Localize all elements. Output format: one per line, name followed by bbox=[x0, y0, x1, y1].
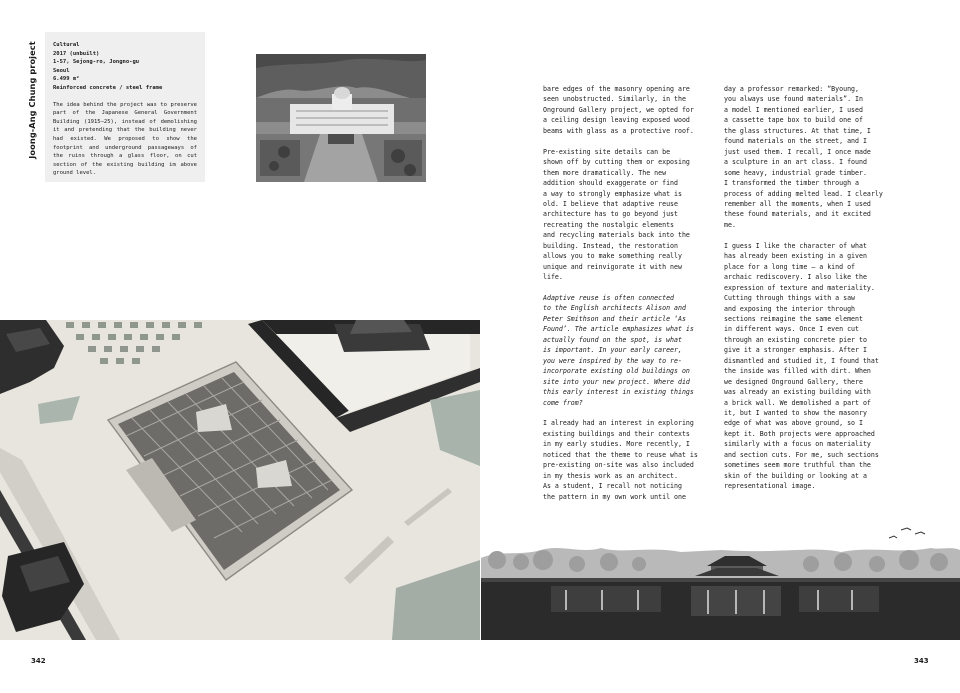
project-description: The idea behind the project was to preserve part of the Japanese General Government Building (1915–25), instead of demolishing it and pretending that the building never had existed. We proposed to show the footprint and underground passageways of the ruins through a glass floor, on cut section of the existing building im above ground level. bbox=[53, 101, 197, 177]
page-number-left: 342 bbox=[31, 657, 46, 665]
section-drawing-image bbox=[481, 520, 960, 640]
project-name: Joong-Ang Chung project bbox=[27, 41, 37, 159]
aerial-photo-image bbox=[256, 54, 426, 182]
section-drawing bbox=[481, 520, 960, 640]
meta-year: 2017 (unbuilt) bbox=[53, 50, 100, 57]
project-info-card bbox=[45, 32, 205, 182]
paragraph: I guess I like the character of what has already been existing in a given place for a long time — a kind of archaic rediscovery. I also like the expression of texture and materiality. Cutting through things with a saw and exposing the interior through sections reimagine the same element in different ways. Once I even cut through an existing concrete pier to give it a stronger emphasis. After I dismantled and studied it, I found that the inside was filled with dirt. When we designed Onground Gallery, there was already an existing building with a brick wall. We demolished a part of it, but I wanted to show the masonry edge of what was above ground, so I kept it. Both projects were approached similarly with a focus on materiality and section cuts. For me, such sections sometimes seem more truthful than the skin of the building or looking at a representational image. bbox=[724, 241, 879, 491]
site-model-image bbox=[0, 320, 480, 640]
paragraph: I already had an interest in exploring existing buildings and their contexts in my early studies. More recently, I noticed that the theme to reuse what is pre-existing on-site was also included in my thesis work as an architect. As a student, I recall not noticing the pattern in my own work until one bbox=[543, 419, 698, 501]
paragraph: bare edges of the masonry opening are seen unobstructed. Similarly, in the Onground Gallery project, we opted for a ceiling design leaving exposed wood beams with glass as a protective roof. bbox=[543, 85, 694, 135]
page-number-right: 343 bbox=[914, 657, 929, 665]
project-vertical-label bbox=[22, 40, 42, 160]
aerial-photo bbox=[256, 54, 426, 182]
project-meta bbox=[53, 41, 197, 93]
text-column-left bbox=[543, 84, 711, 513]
meta-area: 6.499 m² bbox=[53, 76, 80, 83]
paragraph: day a professor remarked: “Byoung, you always use found materials”. In a model I mentioned earlier, I used a cassette tape box to build one of the glass structures. At that time, I found materials on the street, and I just used them. I recall, I once made a sculpture in an art class. I found some heavy, industrial grade timber. I transformed the timber through a process of adding melted lead. I clearly remember all the moments, when I used these found materials, and it excited me. bbox=[724, 85, 883, 229]
meta-category: Cultural bbox=[53, 42, 80, 48]
meta-city: Seoul bbox=[53, 67, 70, 74]
site-model-render bbox=[0, 320, 480, 640]
text-column-right bbox=[724, 84, 892, 502]
meta-address: 1-57, Sejong-ro, Jongno-gu bbox=[53, 59, 140, 66]
meta-structure: Reinforced concrete / steel frame bbox=[53, 84, 163, 91]
interview-question: Adaptive reuse is often connected to the English architects Alison and Peter Smithson and their article ‘As Found’. The article emphasizes what is actually found on the spot, is what is important. In your early career, you were inspired by the way to re- incorporate existing old buildings on site into your new project. Where did this early interest in existing things come from? bbox=[543, 294, 694, 407]
paragraph: Pre-existing site details can be shown off by cutting them or exposing them more dramatically. The new addition should exaggerate or find a way to strongly emphasize what is old. I believe that adaptive reuse architecture has to go beyond just recreating the nostalgic elements and recycling materials back into the building. Instead, the restoration allows you to make something really unique and reinvigorate it with new life. bbox=[543, 147, 690, 282]
